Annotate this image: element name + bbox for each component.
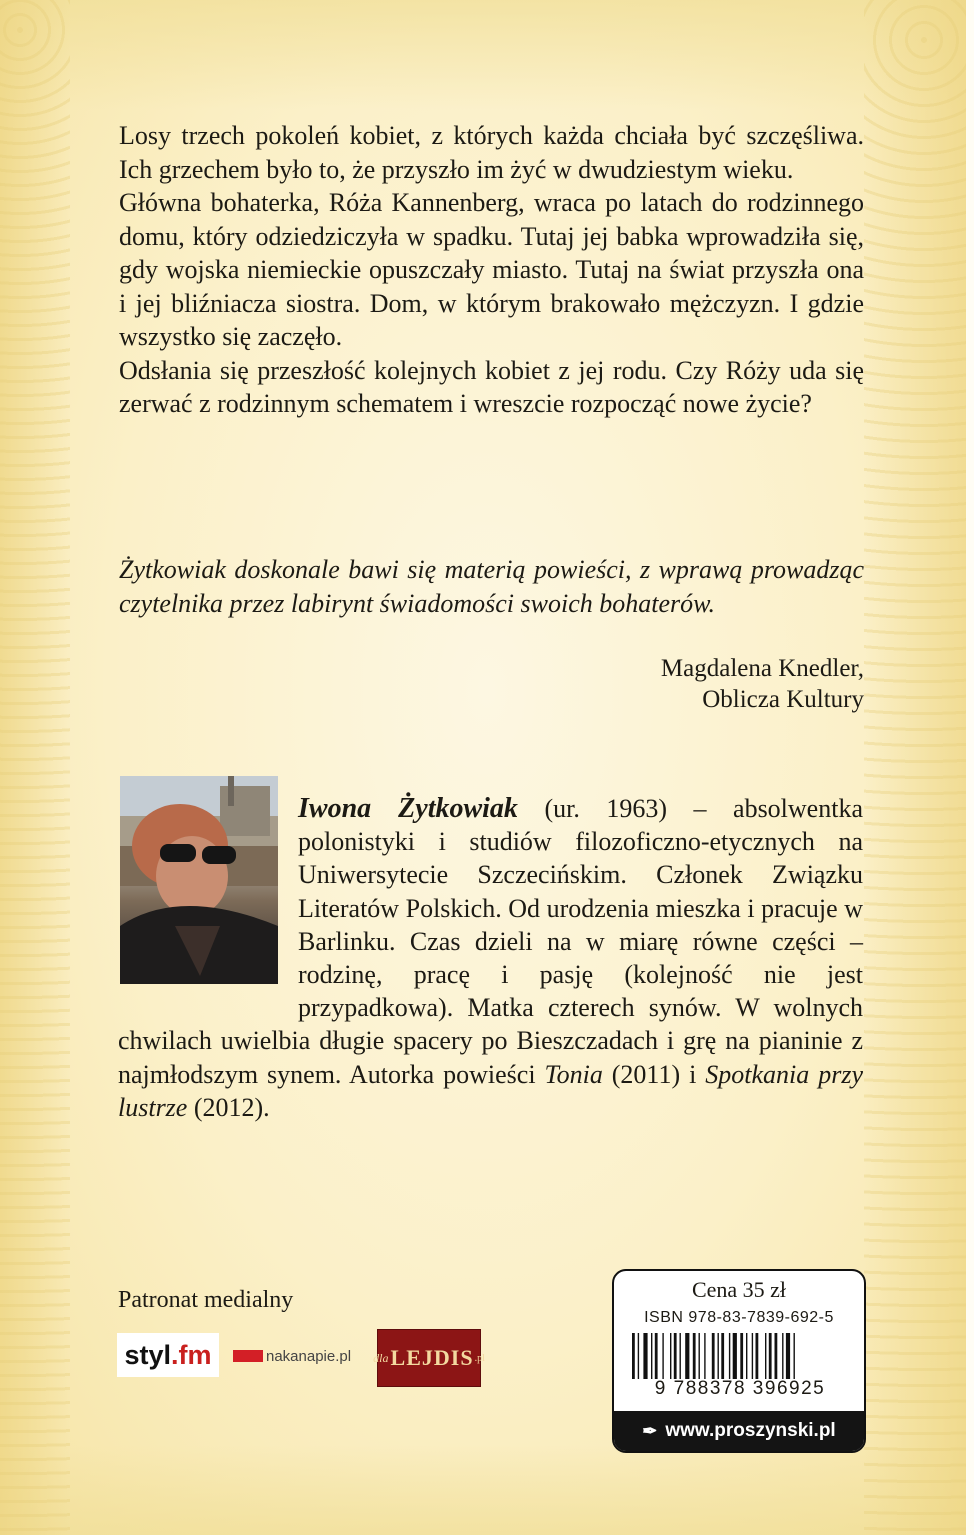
quote-source: Oblicza Kultury: [702, 686, 864, 713]
lejdis-logo-suffix: .pl: [474, 1352, 485, 1364]
bio-text: (2011) i: [602, 1059, 706, 1089]
publisher-url: [614, 1411, 864, 1451]
author-name: Iwona Żytkowiak: [298, 793, 518, 824]
blurb-paragraph: Odsłania się przeszłość kolejnych kobiet z jej rodu. Czy Róży uda się zerwać z rodzinnym schematem i wreszcie rozpocząć nowe życie?: [119, 355, 864, 418]
author-bio: [118, 792, 863, 1124]
review-quote: [119, 553, 864, 620]
barcode-digits: 9 788378 396925: [654, 1378, 826, 1399]
lejdis-logo-prefix: dla: [373, 1350, 389, 1365]
media-patronage-label: Patronat medialny: [118, 1287, 294, 1313]
price: Cena 35 zł: [691, 1277, 787, 1302]
blurb-paragraph: Losy trzech pokoleń kobiet, z których każda chciała być szczęśliwa. Ich grzechem było to, że przyszło im żyć w dwudziestym wieku.: [119, 121, 864, 184]
book-title: Tonia: [544, 1059, 603, 1089]
quote-attribution: [661, 653, 864, 715]
book-blurb: [119, 119, 864, 421]
barcode-icon: [630, 1333, 850, 1379]
lejdis-logo: [373, 1329, 485, 1387]
bio-text: (2012).: [187, 1092, 270, 1122]
lace-border-right: [864, 0, 974, 1535]
publisher-url-text: www.proszynski.pl: [665, 1420, 836, 1441]
cover-edge: [966, 0, 974, 1535]
nakanapie-flag-icon: [233, 1350, 263, 1362]
feather-pen-icon: ✒: [642, 1420, 658, 1441]
styl-fm-logo: [117, 1333, 219, 1377]
quote-author: Magdalena Knedler,: [660, 655, 864, 682]
nakanapie-logo: [233, 1344, 351, 1368]
lace-border-left: [0, 0, 70, 1535]
lace-border-top: [0, 0, 974, 110]
blurb-paragraph: Główna bohaterka, Róża Kannenberg, wraca po latach do rodzinnego domu, który odziedziczyła w spadku. Tutaj jej babka wprowadziła się, gdy wojska niemieckie opuszczały miasto. Tutaj na świat przyszła ona i jej bliźniacza siostra. Dom, w którym brakowało mężczyzn. I gdzie wszystko się zaczęło.: [119, 188, 864, 351]
book-title: Spotkania przy lustrze: [118, 1059, 864, 1122]
styl-fm-logo-text: styl: [124, 1339, 172, 1370]
lejdis-logo-text: LEJDIS: [390, 1345, 474, 1370]
quote-text: Żytkowiak doskonale bawi się materią powieści, z wprawą prowadząc czytelnika przez labirynt świadomości swoich bohaterów.: [119, 555, 864, 618]
isbn: ISBN 978-83-7839-692-5: [644, 1309, 834, 1326]
photo-spacer: [118, 792, 298, 992]
styl-fm-logo-suffix: .fm: [171, 1339, 212, 1370]
bio-text: (ur. 1963) – absolwentka polonistyki i studiów filozoficzno-etycznych na Uniwersytecie Szczecińskim. Członek Związku Literatów Polskich. Od urodzenia mieszka i pracuje w Barlinku. Czas dzieli na w miarę równe części – rodzinę, pracę i pasję (kolejność nie jest przypadkowa). Matka czterech synów. W wolnych chwilach uwielbia długie spacery po Bieszczadach i grę na pianinie z najmłodszym synem. Autorka powieści: [118, 794, 863, 1089]
price-isbn-box: [612, 1269, 866, 1453]
lace-border-bottom: [0, 1445, 974, 1535]
nakanapie-logo-text: nakanapie.pl: [266, 1347, 352, 1365]
